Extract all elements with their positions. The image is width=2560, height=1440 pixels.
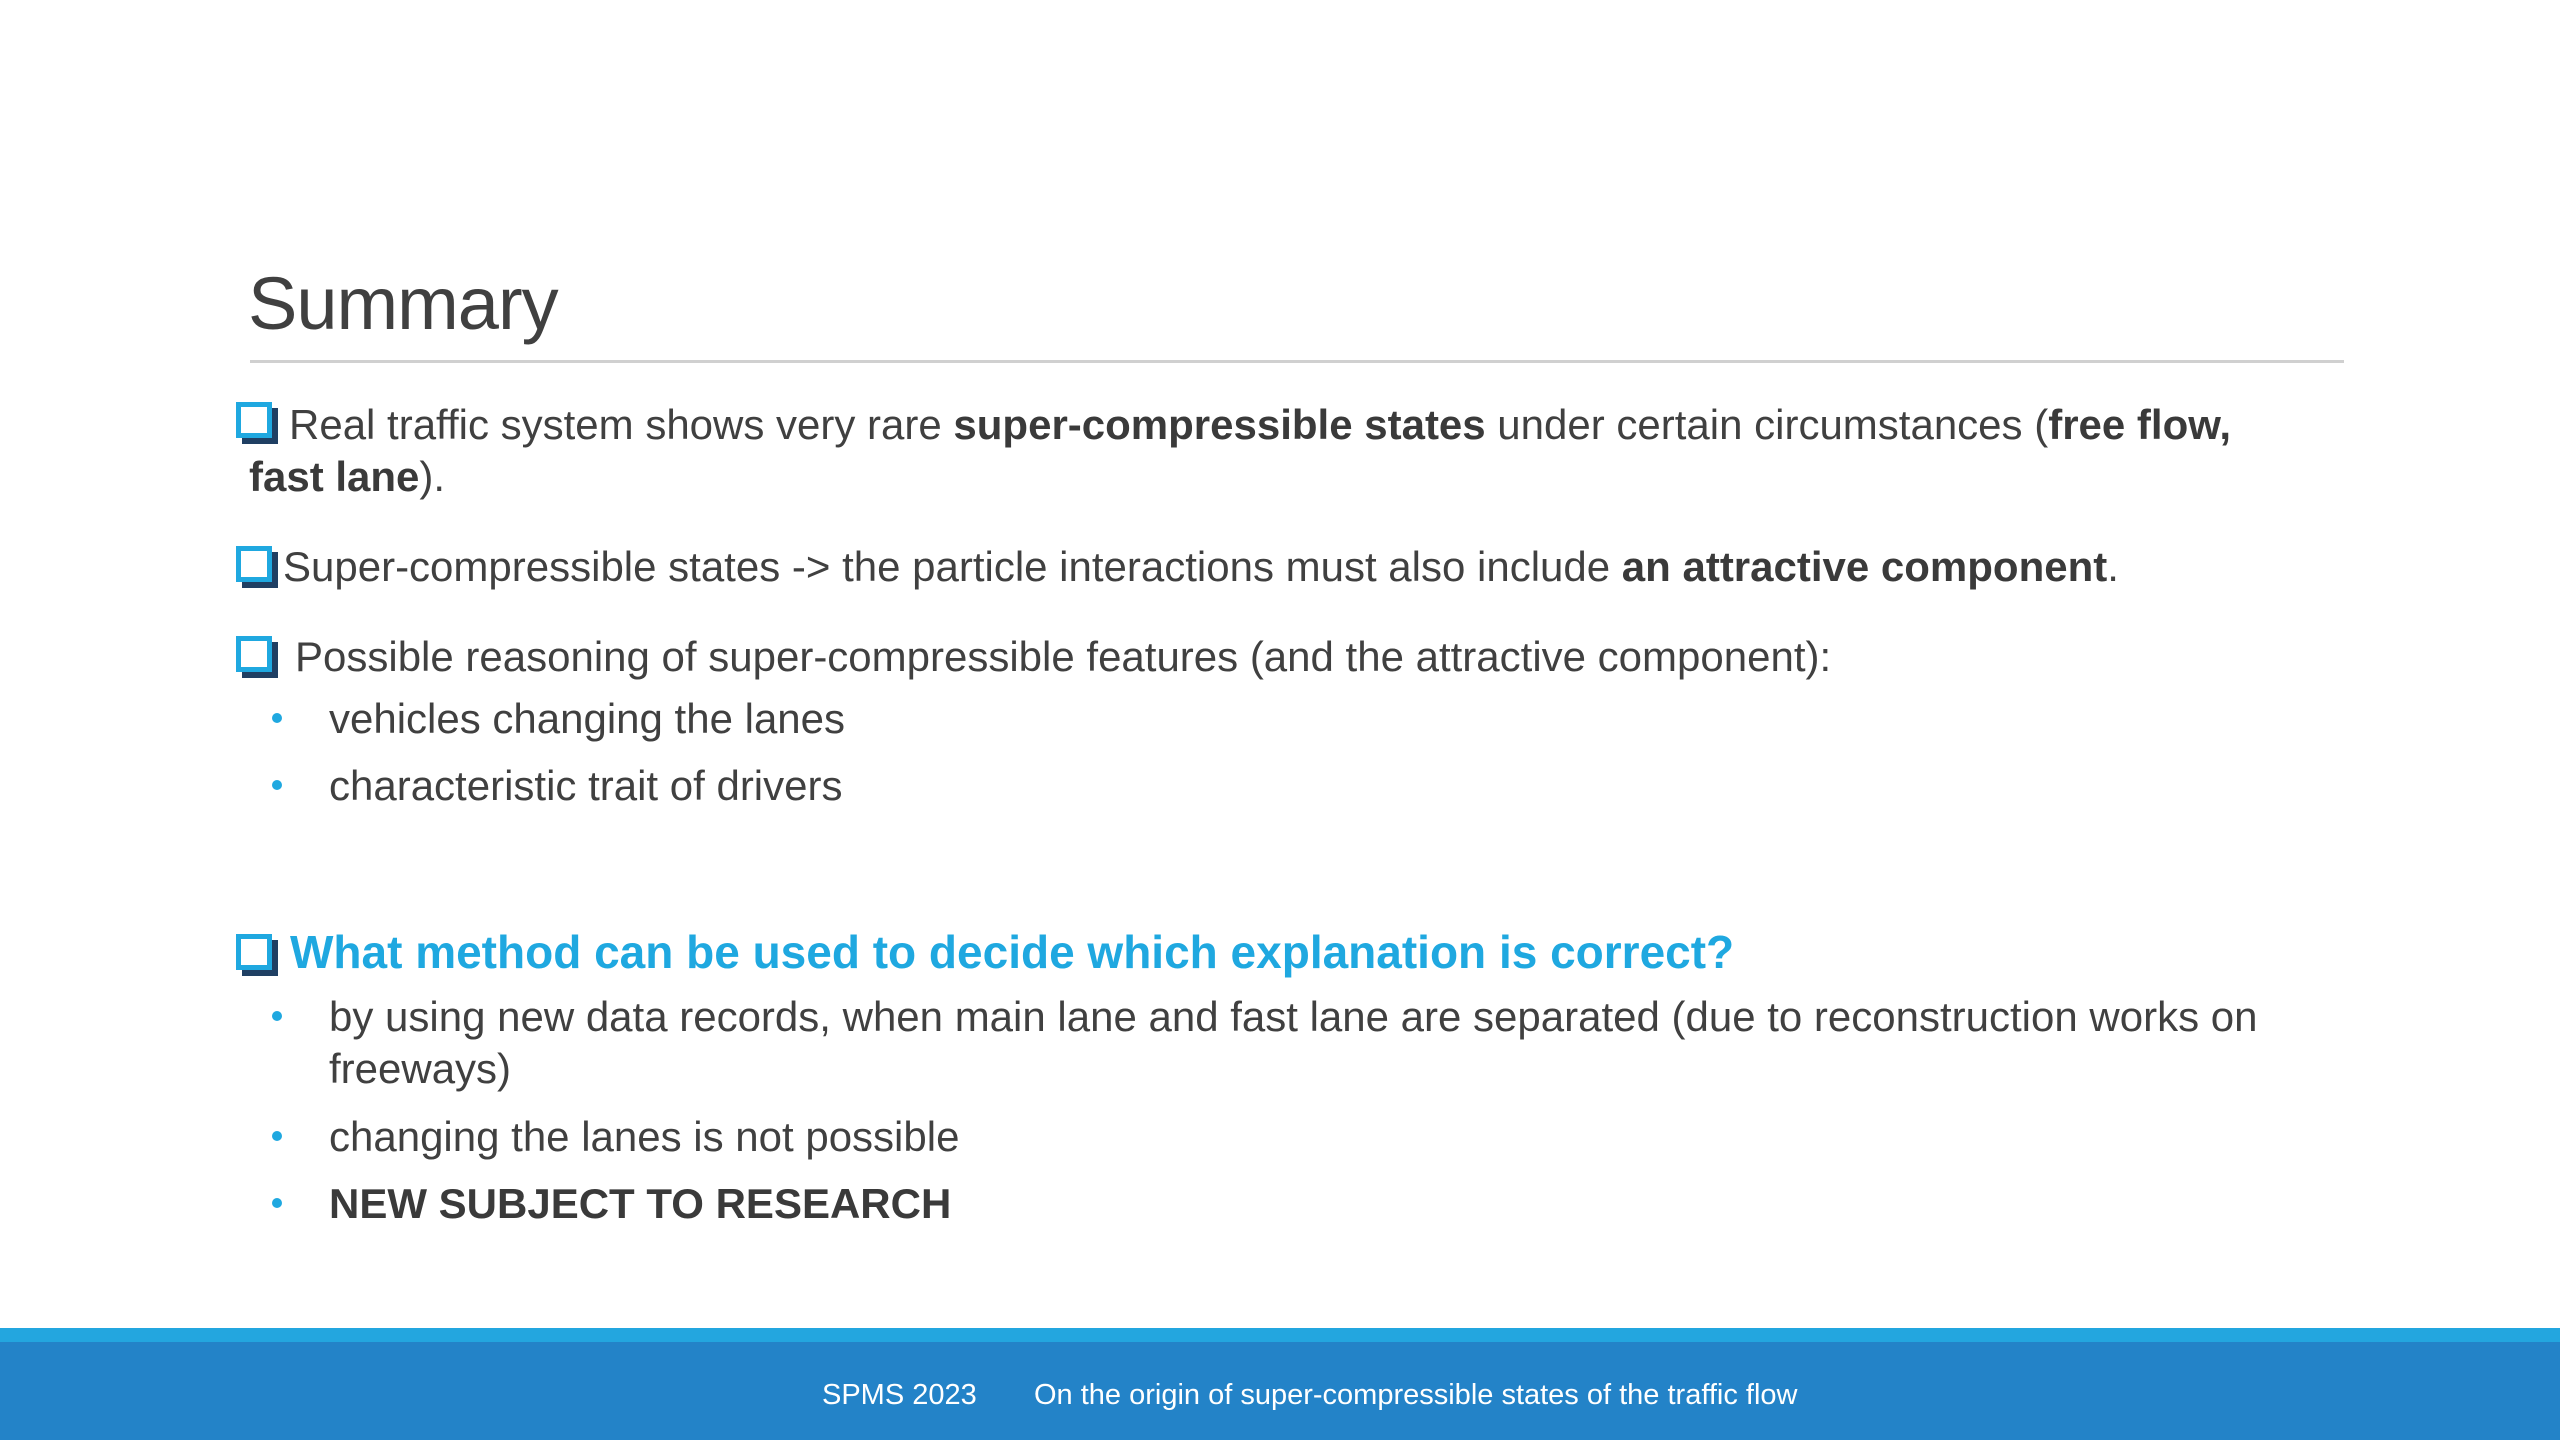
point-1-part-1: Real traffic system shows very rare	[289, 401, 954, 448]
bullet-dot-icon	[272, 780, 282, 790]
point-3-bullet-1: vehicles changing the lanes	[329, 695, 846, 742]
footer-conference: SPMS 2023	[822, 1379, 977, 1411]
bullet-dot-icon	[272, 713, 282, 723]
research-question: What method can be used to decide which explanation is correct?	[290, 926, 1735, 978]
footer-presentation-title: On the origin of super-compressible states of the traffic flow	[1034, 1379, 1798, 1411]
point-4-bullet-2: changing the lanes is not possible	[329, 1113, 960, 1160]
footer-accent-stripe	[0, 1328, 2560, 1342]
point-3-bullet-2: characteristic trait of drivers	[329, 762, 843, 809]
checkbox-square-icon	[236, 934, 272, 970]
bullet-dot-icon	[272, 1011, 282, 1021]
checkbox-square-icon	[236, 546, 272, 582]
checkbox-square-icon	[236, 636, 272, 672]
point-2-part-1: Super-compressible states -> the particle interactions must also include	[283, 543, 1622, 590]
point-4-bullet-3: NEW SUBJECT TO RESEARCH	[329, 1180, 952, 1227]
point-4-bullet-1: by using new data records, when main lane and fast lane are separated (due to reconstruction works on freeways)	[329, 993, 2258, 1092]
bullet-dot-icon	[272, 1198, 282, 1208]
title-divider	[250, 360, 2344, 363]
point-1-bold-2: free flow,	[2048, 401, 2232, 448]
point-2-text	[283, 541, 2119, 593]
point-2-part-2: .	[2107, 543, 2119, 590]
point-3-text: Possible reasoning of super-compressible features (and the attractive component):	[295, 633, 1832, 680]
slide-title: Summary	[248, 262, 558, 345]
point-1-text	[249, 399, 2289, 503]
point-2-bold-1: an attractive component	[1621, 543, 2108, 590]
point-1-part-3: ).	[419, 453, 446, 500]
point-1-bold-3: fast lane	[249, 453, 420, 500]
bullet-dot-icon	[272, 1131, 282, 1141]
point-1-bold-1: super-compressible states	[953, 401, 1486, 448]
point-1-part-2: under certain circumstances (	[1485, 401, 2049, 448]
